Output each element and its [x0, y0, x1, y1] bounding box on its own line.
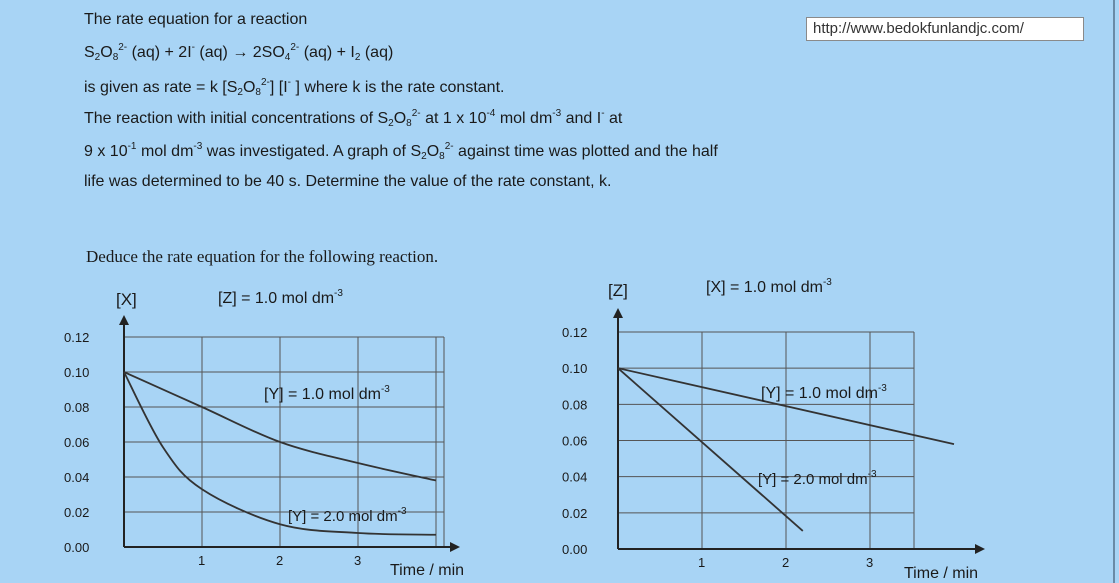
y-tick-label: 0.06 — [562, 433, 588, 449]
y-tick-label: 0.12 — [64, 330, 90, 345]
x-tick-label: 3 — [866, 555, 874, 570]
question-line-1 — [84, 11, 307, 29]
reaction-equation: $S_2O_8^{2-}$ (aq) + 2I- $(aq) \to 2SO_4^{2-}$ $(aq) + I_2$ (aq) — [84, 42, 394, 63]
y-tick-label: 0.10 — [64, 365, 90, 380]
question-text: The rate equation for a reaction — [84, 11, 308, 28]
initial-concentration-line: The reaction with initial concentrations of $S_2O_8^{2-}$ at 1 x $10^{-4}$ mol $dm^{-3}$ and I- at — [84, 108, 623, 129]
condition-label: [X] = 1.0 mol $dm^{-3}$ — [706, 277, 832, 296]
series-label-y1: [Y] = 1.0 mol $dm^{-3}$ — [761, 383, 887, 402]
window-frame-edge — [1113, 0, 1115, 583]
y-tick-label: 0.08 — [64, 400, 90, 415]
x-tick-label: 1 — [198, 553, 206, 568]
x-axis-arrow — [450, 542, 460, 552]
x-axis-label: Time / min — [904, 565, 979, 582]
x-tick-label: 3 — [354, 553, 362, 568]
x-tick-label: 2 — [782, 555, 790, 570]
y-axis-arrow — [613, 308, 623, 318]
y-tick-label: 0.08 — [562, 397, 588, 413]
condition-label: [Z] = 1.0 mol $dm^{-3}$ — [218, 288, 343, 307]
conc-text-5: at — [604, 110, 623, 127]
y-tick-label: 0.04 — [562, 469, 588, 485]
half-life-text: life was determined to be 40 s. Determine the value of the rate constant, k. — [84, 173, 612, 190]
y-tick-label: 0.12 — [562, 325, 588, 340]
y-tick-label: 0.10 — [562, 361, 588, 377]
grid — [562, 308, 985, 570]
conc-text-4: and I — [561, 110, 602, 127]
rate-eq-text-end: ] where k is the rate constant. — [295, 79, 505, 96]
y-tick-label: 0.02 — [562, 505, 588, 521]
y-axis-label: [X] — [116, 290, 137, 309]
inv-text-2: mol dm — [136, 143, 194, 160]
half-life-line — [84, 173, 611, 191]
rate-equation-line: is given as rate = k $[S_2O_8^{2-}]$ [I- ] where k is the rate constant. — [84, 77, 505, 98]
x-tick-label: 1 — [698, 555, 706, 570]
conc-text-2: at 1 x 10 — [420, 110, 487, 127]
series-label-y2: [Y] = 2.0 mol $dm^{-3}$ — [288, 506, 407, 525]
inv-text-1: 9 x 10 — [84, 143, 128, 160]
conc-text-1: The reaction with initial concentrations of S — [84, 110, 389, 127]
inv-text-4: against time was plotted and the half — [453, 143, 718, 160]
x-axis-label: Time / min — [390, 562, 465, 579]
rate-eq-text: is given as rate = k [S — [84, 79, 238, 96]
x-tick-label: 2 — [276, 553, 284, 568]
y-tick-label: 0.04 — [64, 470, 90, 485]
y-tick-label: 0.06 — [64, 435, 90, 450]
series-label-y2: [Y] = 2.0 mol $dm^{-3}$ — [758, 469, 877, 488]
question-2-prompt: Deduce the rate equation for the following reaction. — [86, 247, 439, 266]
graph-x-vs-time — [60, 275, 500, 583]
y-axis-arrow — [119, 315, 129, 325]
x-axis-arrow — [975, 544, 985, 554]
y-tick-label: 0.02 — [64, 505, 90, 520]
source-url-box[interactable]: http://www.bedokfunlandjc.com/ — [806, 17, 1084, 41]
y-axis-label: [Z] — [608, 281, 628, 300]
grid — [64, 315, 460, 568]
investigation-line: 9 x $10^{-1}$ mol $dm^{-3}$ was investigated. A graph of $S_2O_8^{2-}$ against time was plotted and the half — [84, 141, 718, 162]
y-tick-label: 0.00 — [64, 540, 90, 555]
y-tick-label: 0.00 — [562, 542, 588, 557]
conc-text-3: mol dm — [495, 110, 553, 127]
graph-z-vs-time — [548, 270, 1008, 583]
series-label-y1: [Y] = 1.0 mol $dm^{-3}$ — [264, 384, 390, 403]
inv-text-3: was investigated. A graph of S — [202, 143, 422, 160]
